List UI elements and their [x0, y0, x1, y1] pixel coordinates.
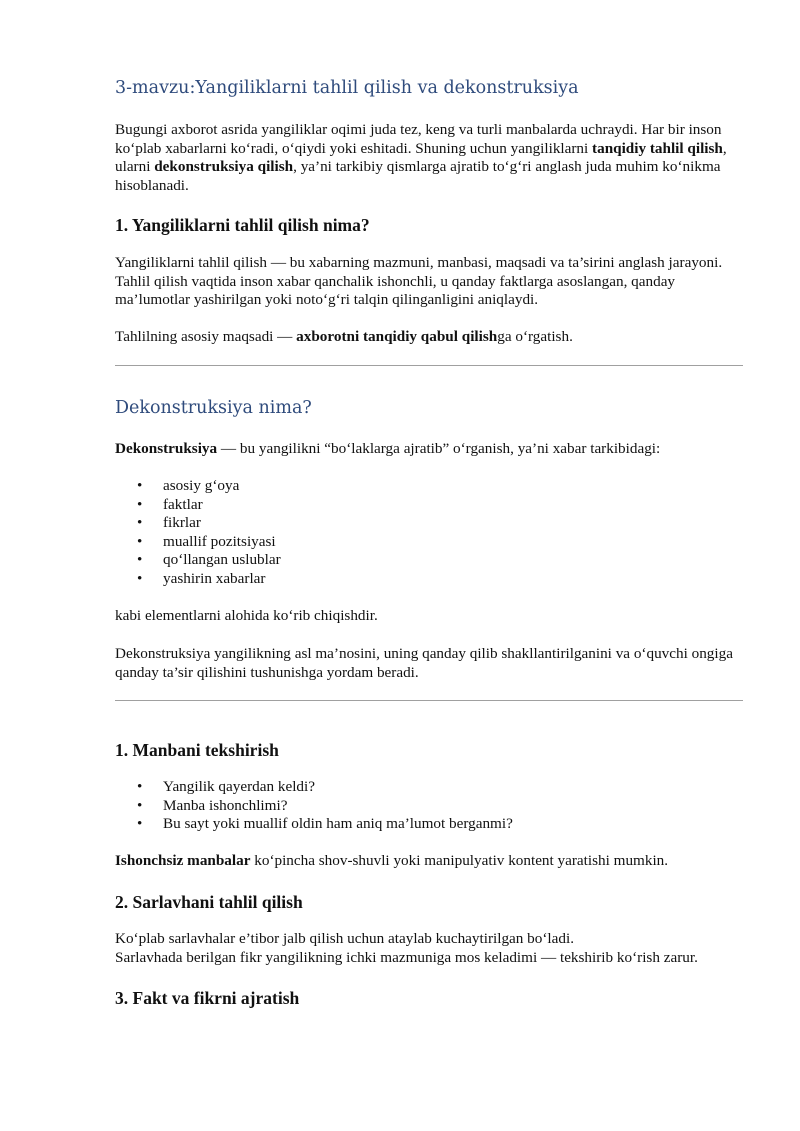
list-item-text: yashirin xabarlar — [163, 569, 266, 587]
bullet-icon: • — [137, 495, 143, 513]
list-item — [115, 533, 743, 552]
section-1-paragraph-1: Yangiliklarni tahlil qilish — bu xabarning mazmuni, manbasi, maqsadi va ta’sirini anglash jarayoni. Tahlil qilish vaqtida inson xabar qanchalik ishonchli, u qanday faktlarga asoslangan, qanday ma’lumotlar yashirilgan yoki noto‘g‘ri talqin qilinganligini aniqlaydi. — [115, 254, 723, 309]
list-item — [115, 477, 743, 496]
s1-p2-text-1: Tahlilning asosiy maqsadi — — [115, 328, 297, 345]
section-2-paragraph-3: Dekonstruksiya yangilikning asl ma’nosini, uning qanday qilib shakllantirilganini va o‘quvchi ongiga qanday ta’sir qilishini tushunishga yordam beradi. — [115, 645, 733, 681]
bullet-icon: • — [137, 514, 143, 532]
section-4-heading: 2. Sarlavhani tahlil qilish — [115, 892, 303, 912]
s3-text: ko‘pincha shov-shuvli yoki manipulyativ kontent yaratishi mumkin. — [250, 852, 669, 869]
bullet-icon: • — [137, 796, 143, 814]
bullet-icon: • — [137, 815, 143, 833]
list-item-text: muallif pozitsiyasi — [163, 532, 276, 550]
bullet-icon: • — [137, 532, 143, 550]
intro-paragraph — [115, 121, 743, 195]
s3-bold: Ishonchsiz manbalar — [115, 852, 251, 869]
s4-line-2: Sarlavhada berilgan fikr yangilikning ichki mazmuniga mos keladimi — tekshirib ko‘rish zarur. — [115, 948, 698, 966]
bullet-icon: • — [137, 477, 143, 494]
list-item-text: Manba ishonchlimi? — [163, 796, 288, 814]
s4-line-1: Ko‘plab sarlavhalar e’tibor jalb qilish uchun ataylab kuchaytirilgan bo‘ladi. — [115, 930, 574, 947]
list-item — [115, 570, 743, 589]
horizontal-divider — [115, 365, 743, 366]
s2-p1-bold: Dekonstruksiya — [115, 440, 218, 457]
bullet-icon: • — [137, 569, 143, 587]
list-item-text: faktlar — [163, 495, 203, 513]
document-title: 3-mavzu:Yangiliklarni tahlil qilish va dekonstruksiya — [115, 78, 579, 98]
list-item-text: asosiy g‘oya — [163, 477, 240, 494]
section-4-paragraph — [115, 930, 743, 967]
list-item — [115, 797, 743, 816]
list-item — [115, 815, 743, 834]
list-item — [115, 496, 743, 515]
intro-bold-1: tanqidiy tahlil qilish — [592, 139, 723, 157]
deconstruction-elements-list — [115, 477, 743, 589]
list-item-text: qo‘llangan uslublar — [163, 551, 281, 569]
s2-p1-text: — bu yangilikni “bo‘laklarga ajratib” o‘rganish, ya’ni xabar tarkibidagi: — [217, 440, 661, 457]
bullet-icon: • — [137, 551, 143, 569]
bullet-icon: • — [137, 778, 143, 795]
list-item-text: Bu sayt yoki muallif oldin ham aniq ma’lumot berganmi? — [163, 815, 513, 833]
list-item — [115, 778, 743, 797]
section-5-heading: 3. Fakt va fikrni ajratish — [115, 988, 300, 1008]
section-3-heading: 1. Manbani tekshirish — [115, 740, 279, 760]
intro-text-3: , ya’ni tarkibiy qismlarga ajratib to‘g‘ri anglash juda muhim ko‘nikma hisoblanadi. — [115, 158, 721, 194]
list-item-text: fikrlar — [163, 514, 201, 532]
horizontal-divider — [115, 700, 743, 701]
section-2-paragraph-2: kabi elementlarni alohida ko‘rib chiqishdir. — [115, 607, 378, 624]
source-check-list — [115, 778, 743, 834]
section-1-heading: 1. Yangiliklarni tahlil qilish nima? — [115, 215, 370, 235]
list-item — [115, 514, 743, 533]
section-3-paragraph — [115, 852, 743, 871]
list-item — [115, 551, 743, 570]
intro-text-2: , ularni — [115, 139, 727, 176]
section-2-heading: Dekonstruksiya nima? — [115, 398, 312, 418]
list-item-text: Yangilik qayerdan keldi? — [163, 778, 315, 795]
s1-p2-bold: axborotni tanqidiy qabul qilish — [296, 328, 498, 345]
intro-bold-2: dekonstruksiya qilish — [154, 158, 294, 176]
s1-p2-text-2: ga o‘rgatish. — [497, 328, 573, 345]
section-1-paragraph-2 — [115, 328, 743, 347]
intro-text-1: Bugungi axborot asrida yangiliklar oqimi juda tez, keng va turli manbalarda uchraydi. Har bir inson ko‘plab xabarlarni ko‘radi, o‘qiydi yoki eshitadi. Shuning uchun yangiliklarni — [115, 121, 722, 157]
section-2-paragraph-1 — [115, 440, 743, 459]
